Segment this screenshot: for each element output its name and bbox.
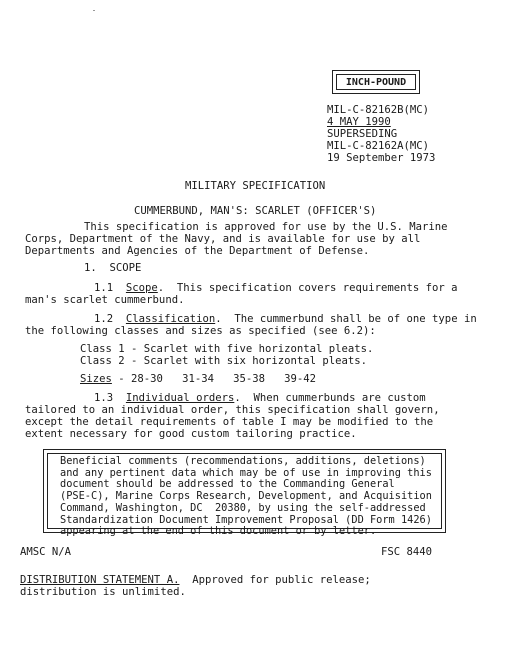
spec-title: MILITARY SPECIFICATION [185, 180, 326, 192]
section-1-heading: 1. SCOPE [84, 262, 142, 274]
scope-number: 1.1 [94, 282, 114, 294]
inch-pound-box [332, 70, 420, 94]
scan-speck [93, 10, 95, 11]
intro-line-1: This specification is approved for use by the U.S. Marine [84, 221, 448, 233]
size-value: 28-30 [131, 373, 163, 385]
intro-line-3: Departments and Agencies of the Department of Defense. [25, 245, 370, 257]
individual-orders-line-1 [94, 392, 426, 404]
fsc-code: FSC 8440 [381, 546, 433, 558]
intro-line-2: Corps, Department of the Navy, and is available for use by all [25, 233, 421, 245]
size-value: 39-42 [284, 373, 317, 385]
individual-orders-heading: Individual orders [125, 392, 235, 404]
class-1-item: Class 1 - Scarlet with five horizontal pleats. [80, 343, 374, 355]
comments-notice-text [47, 453, 442, 538]
doc-date: 4 MAY 1990 [327, 116, 391, 128]
distribution-statement-line-2: distribution is unlimited. [20, 586, 186, 598]
scope-heading: Scope [125, 282, 158, 294]
classification-line-2: the following classes and sizes as specified (see 6.2): [25, 325, 376, 337]
notice-line: and any pertinent data which may be of use in improving this [60, 466, 432, 479]
notice-line: Command, Washington, DC 20380, by using the self-addressed [60, 501, 426, 514]
sizes-label: Sizes [80, 373, 112, 385]
spec-subtitle: CUMMERBUND, MAN'S: SCARLET (OFFICER'S) [134, 205, 377, 217]
individual-orders-line-2: tailored to an individual order, this specification shall govern, [25, 404, 440, 416]
distribution-label: DISTRIBUTION STATEMENT A. [20, 574, 180, 586]
classification-number: 1.2 [94, 313, 114, 325]
individual-orders-number: 1.3 [94, 392, 114, 404]
inch-pound-label: INCH-POUND [336, 74, 416, 90]
superseded-number: MIL-C-82162A(MC) [327, 140, 430, 152]
comments-notice-box [43, 449, 446, 538]
notice-line: Standardization Document Improvement Proposal (DD Form 1426) [60, 513, 432, 526]
scope-paragraph-line-2: man's scarlet cummerbund. [25, 294, 185, 306]
scope-paragraph-line-1 [94, 282, 458, 294]
individual-orders-line-4: extent necessary for good custom tailoring practice. [25, 428, 357, 440]
amsc-code: AMSC N/A [20, 546, 72, 558]
notice-line: document should be addressed to the Commanding General [60, 478, 395, 491]
notice-line: (PSE-C), Marine Corps Research, Development, and Acquisition [60, 490, 432, 503]
superseding-label: SUPERSEDING [327, 128, 398, 140]
distribution-text: Approved for public release; [179, 574, 371, 586]
doc-number: MIL-C-82162B(MC) [327, 104, 430, 116]
classification-heading: Classification [125, 313, 216, 325]
notice-line: Beneficial comments (recommendations, additions, deletions) [60, 455, 426, 467]
superseded-date: 19 September 1973 [327, 152, 436, 164]
sizes-line: Sizes - 28-30 31-34 35-38 39-42 [80, 373, 317, 385]
individual-orders-text: . When cummerbunds are custom [234, 392, 426, 404]
individual-orders-line-3: except the detail requirements of table I may be modified to the [25, 416, 434, 428]
class-2-item: Class 2 - Scarlet with six horizontal pleats. [80, 355, 368, 367]
scope-text: . This specification covers requirements for a [157, 282, 458, 294]
distribution-statement-line-1 [20, 574, 371, 586]
classification-line-1 [94, 313, 477, 325]
classification-text: . The cummerbund shall be of one type in [215, 313, 477, 325]
size-value: 35-38 [233, 373, 265, 385]
size-value: 31-34 [182, 373, 214, 385]
notice-line: appearing at the end of this document or by letter. [60, 525, 377, 538]
